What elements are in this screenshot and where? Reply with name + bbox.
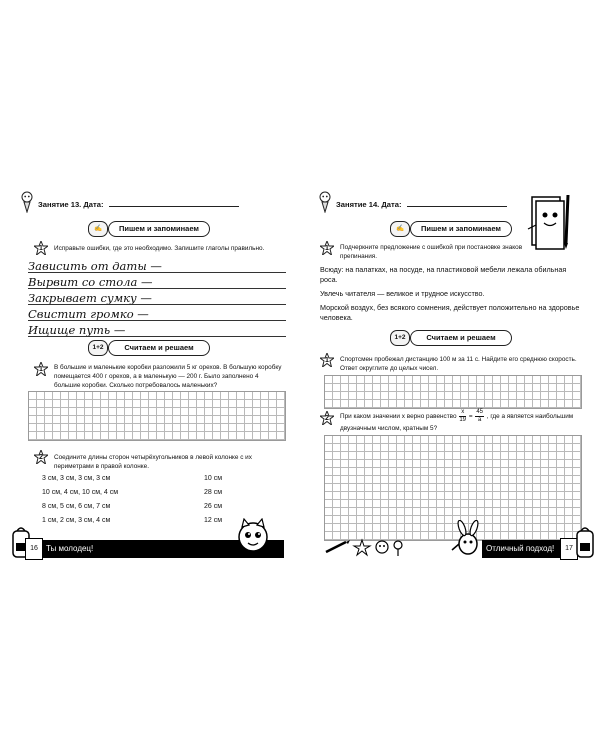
writing-line[interactable] xyxy=(28,288,286,289)
task-number: 1 xyxy=(39,366,43,373)
perimeter-cell: 26 см xyxy=(204,503,223,510)
sides-cell: 8 см, 5 см, 6 см, 7 см xyxy=(42,503,111,510)
book-pencil-mascot-icon xyxy=(526,191,574,253)
page-number: 16 xyxy=(25,538,43,560)
writing-line[interactable] xyxy=(28,272,286,273)
pen-hand-icon: ✍ xyxy=(88,221,108,237)
fraction-left: $\frac{x}{19}$ xyxy=(459,409,467,423)
task-equation: При каком значении x верно равенство $\frac{x}{19}$ = $\frac{45}{a}$ , где a является наибольшим двузначным числом, кратным 5? xyxy=(340,409,574,432)
perimeter-cell: 28 см xyxy=(204,489,223,496)
phrase-line: Свистит громко — xyxy=(28,307,149,321)
doodles-icon xyxy=(324,537,404,557)
equation-intro: При каком значении x верно равенство xyxy=(340,413,457,421)
phrase-line: Закрывает сумку — xyxy=(28,291,152,305)
cat-mascot-icon xyxy=(228,518,278,556)
section-title-math: Считаем и решаем xyxy=(108,340,210,356)
task-instruction: Исправьте ошибки, где это необходимо. Запишите глаголы правильно. xyxy=(54,245,265,252)
footer-praise: Отличный подход! xyxy=(486,544,555,553)
task-number: 1 xyxy=(325,245,329,252)
phrase-line: Вырвит со стола — xyxy=(28,275,153,289)
task-instruction: Подчеркните предложение с ошибкой при постановке знаков препинания. xyxy=(340,244,523,260)
task-problem: Спортсмен пробежал дистанцию 100 м за 11 с. Найдите его среднюю скорость. Ответ округлите до целых чисел. xyxy=(340,356,577,372)
backpack-icon xyxy=(575,525,595,559)
answer-grid[interactable] xyxy=(28,391,286,441)
math-icon: 1+2 xyxy=(88,340,108,356)
writing-line[interactable] xyxy=(28,320,286,321)
section-title-write: Пишем и запоминаем xyxy=(410,221,512,237)
perimeter-cell: 12 см xyxy=(204,517,223,524)
task-instruction: Соедините длины сторон четырёхугольников в левой колонке с их периметрами в правой колонке. xyxy=(54,454,252,470)
task-number: 1 xyxy=(39,245,43,252)
pencil-mascot-icon xyxy=(20,191,34,213)
perimeter-cell: 10 см xyxy=(204,475,223,482)
right-page xyxy=(316,185,586,575)
task-number: 2 xyxy=(325,415,329,422)
writing-line[interactable] xyxy=(28,336,286,337)
fraction-right: $\frac{45}{a}$ xyxy=(476,409,484,423)
section-title-math: Считаем и решаем xyxy=(410,330,512,346)
date-line[interactable] xyxy=(407,199,507,207)
sides-cell: 10 см, 4 см, 10 см, 4 см xyxy=(42,489,119,496)
sentence-option[interactable]: Увлечь читателя — великое и трудное искусство. xyxy=(320,289,485,298)
equation-condition: , где a является наибольшим двузначным числом, кратным 5? xyxy=(340,413,574,432)
left-page xyxy=(18,185,288,575)
footer-praise: Ты молодец! xyxy=(46,544,94,553)
sentence-option[interactable]: Всюду: на палатках, на посуде, на пластиковой мебели лежала обильная роса. xyxy=(320,265,567,284)
section-title-write: Пишем и запоминаем xyxy=(108,221,210,237)
date-line[interactable] xyxy=(109,199,239,207)
lesson-header xyxy=(336,199,507,209)
task-number: 1 xyxy=(325,357,329,364)
lesson-label: Занятие 14. Дата: xyxy=(336,200,402,209)
page-number: 17 xyxy=(560,538,578,560)
sentence-option[interactable]: Морской воздух, без всякого сомнения, действует положительно на здоровье человека. xyxy=(320,303,580,322)
writing-line[interactable] xyxy=(28,304,286,305)
math-icon: 1+2 xyxy=(390,330,410,346)
phrase-line: Зависить от даты — xyxy=(28,259,162,273)
answer-grid[interactable] xyxy=(324,375,582,409)
pen-hand-icon: ✍ xyxy=(390,221,410,237)
sides-cell: 3 см, 3 см, 3 см, 3 см xyxy=(42,475,111,482)
sides-cell: 1 см, 2 см, 3 см, 4 см xyxy=(42,517,111,524)
task-number: 2 xyxy=(39,454,43,461)
task-problem: В большие и маленькие коробки разложили 5 кг орехов. В большую коробку помещается 400 г орехов, а в маленькую — 200 г. Было заполнено 4 большие коробки. Сколько потребовалось маленьких? xyxy=(54,364,282,389)
phrase-line: Ищище путь — xyxy=(28,323,126,337)
lesson-label: Занятие 13. Дата: xyxy=(38,200,104,209)
pencil-mascot-icon xyxy=(318,191,332,213)
lesson-header xyxy=(38,199,239,209)
